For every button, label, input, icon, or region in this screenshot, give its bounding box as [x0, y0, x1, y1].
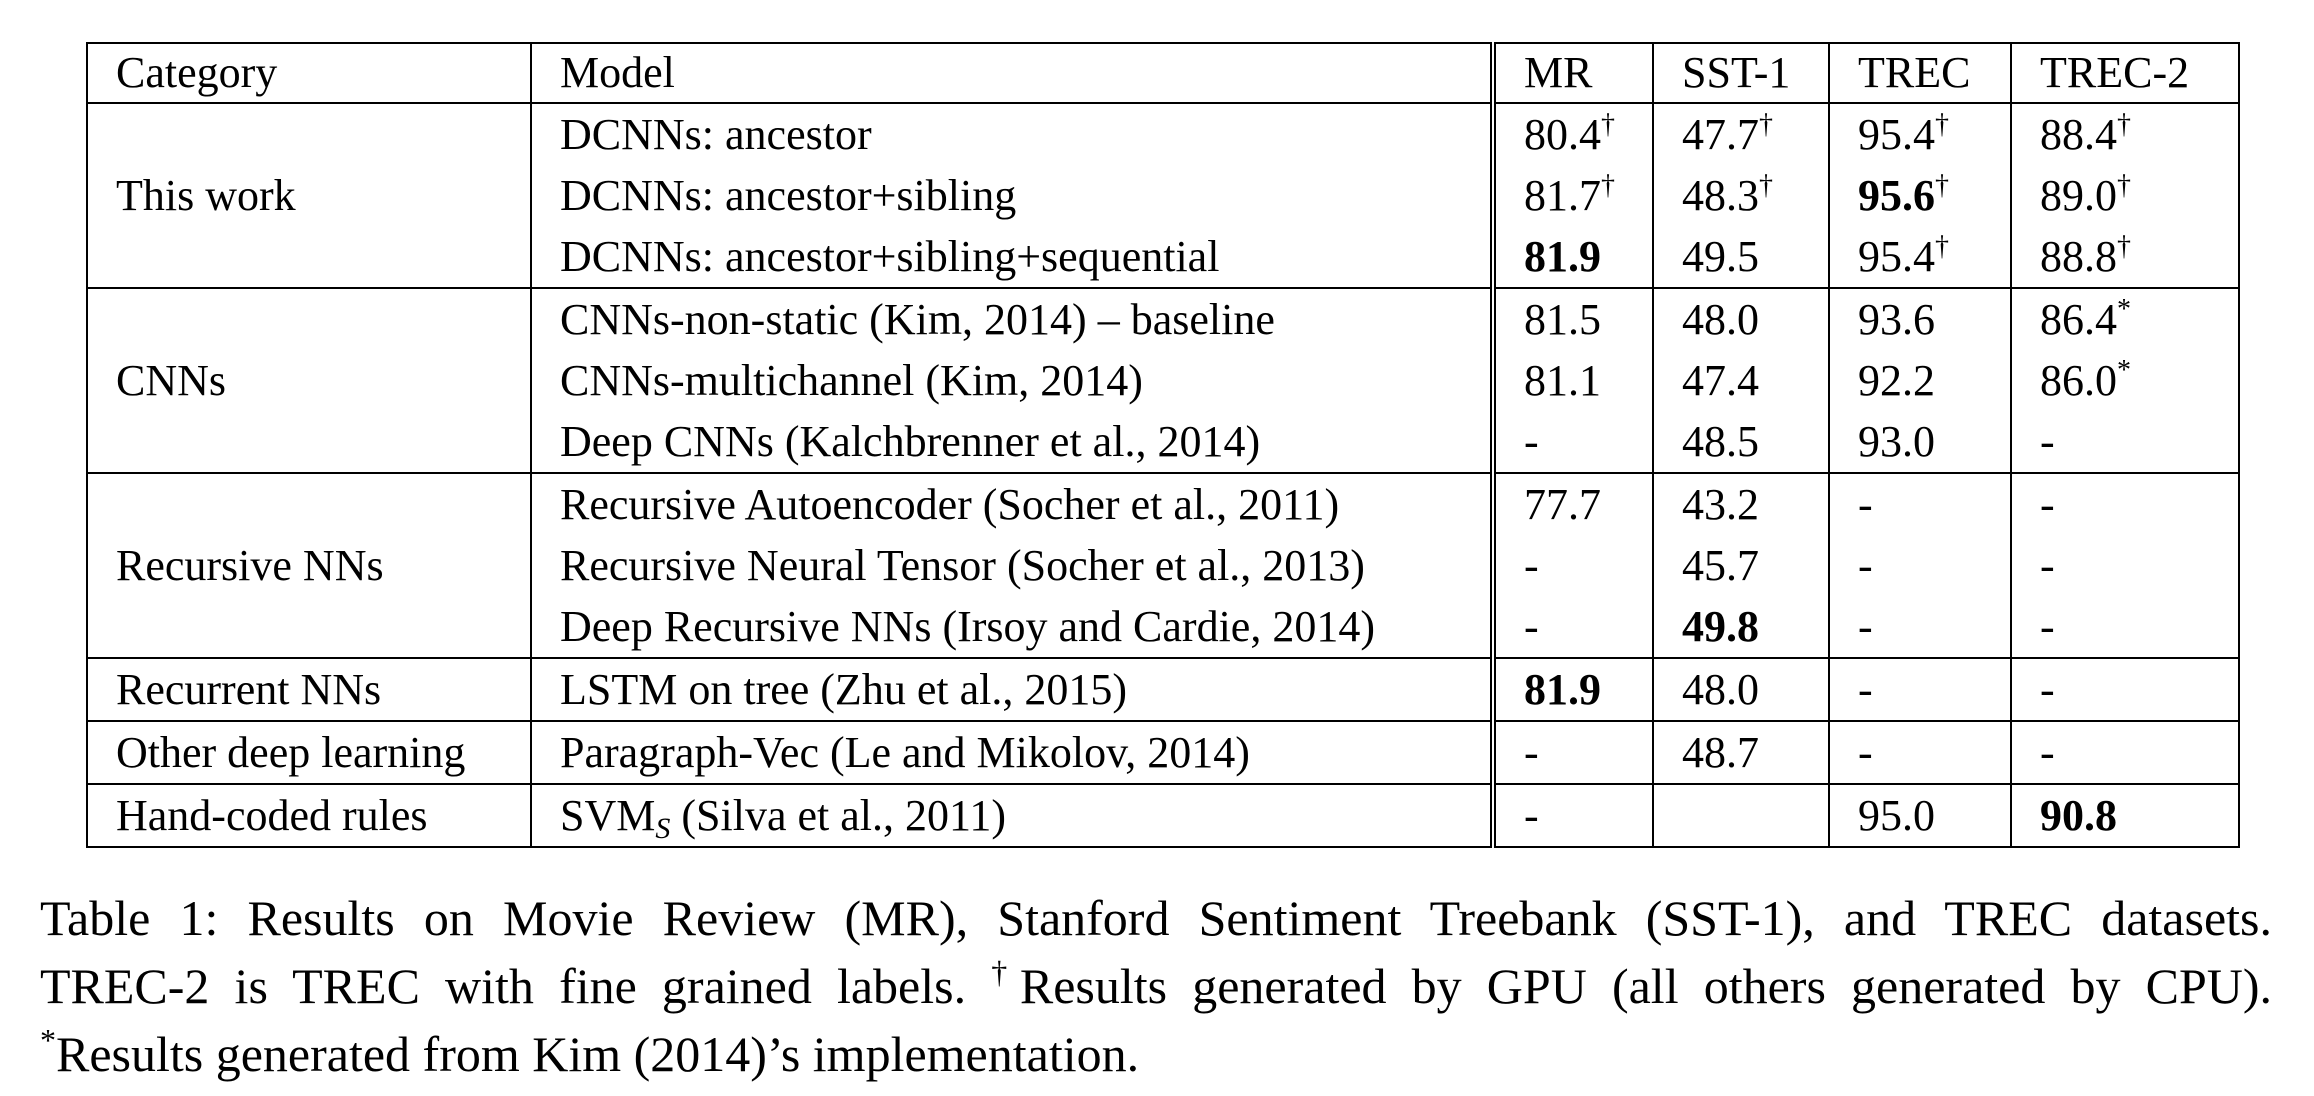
model-cell: Recursive Neural Tensor (Socher et al., 2013): [531, 535, 1493, 596]
dagger-mark: †: [991, 954, 1020, 990]
mr-cell: 81.9: [1493, 658, 1653, 721]
trec-cell: -: [1829, 535, 2011, 596]
caption-line-3: *Results generated from Kim (2014)’s implementation.: [40, 1022, 1140, 1082]
mr-cell: 81.9: [1493, 226, 1653, 288]
header-model: Model: [531, 43, 1493, 103]
trec-cell: 93.6: [1829, 288, 2011, 350]
sst1-cell: [1653, 784, 1829, 847]
sst1-cell: 47.7†: [1653, 103, 1829, 165]
trec2-cell: -: [2011, 721, 2239, 784]
trec2-cell: -: [2011, 596, 2239, 658]
model-cell: CNNs-non-static (Kim, 2014) – baseline: [531, 288, 1493, 350]
dagger-mark: †: [2117, 230, 2131, 262]
table-row: [87, 721, 2239, 784]
sst1-cell: 48.0: [1653, 658, 1829, 721]
mr-cell: 80.4†: [1493, 103, 1653, 165]
group-cnns: [87, 288, 2239, 473]
mr-cell: -: [1493, 596, 1653, 658]
group-other-deep-learning: [87, 721, 2239, 784]
asterisk-mark: *: [2117, 354, 2131, 386]
group-recursive-nns: [87, 473, 2239, 658]
mr-cell: -: [1493, 721, 1653, 784]
trec2-cell: 89.0†: [2011, 165, 2239, 226]
trec-cell: -: [1829, 658, 2011, 721]
model-cell: Paragraph-Vec (Le and Mikolov, 2014): [531, 721, 1493, 784]
model-cell: Deep CNNs (Kalchbrenner et al., 2014): [531, 411, 1493, 473]
group-hand-coded-rules: [87, 784, 2239, 847]
sst1-cell: 48.7: [1653, 721, 1829, 784]
asterisk-mark: *: [40, 1022, 56, 1058]
trec2-cell: 86.0*: [2011, 350, 2239, 411]
trec2-cell: 90.8: [2011, 784, 2239, 847]
group-this-work: [87, 103, 2239, 288]
category-cell: This work: [87, 103, 531, 288]
subscript-s: S: [655, 811, 671, 845]
header-trec2: TREC-2: [2011, 43, 2239, 103]
trec-cell: 92.2: [1829, 350, 2011, 411]
dagger-mark: †: [1935, 108, 1949, 140]
model-cell: Deep Recursive NNs (Irsoy and Cardie, 2014): [531, 596, 1493, 658]
sst1-cell: 48.0: [1653, 288, 1829, 350]
category-cell: CNNs: [87, 288, 531, 473]
header-trec: TREC: [1829, 43, 2011, 103]
group-recurrent-nns: [87, 658, 2239, 721]
trec-cell: 95.4†: [1829, 103, 2011, 165]
trec2-cell: -: [2011, 535, 2239, 596]
model-cell: DCNNs: ancestor+sibling: [531, 165, 1493, 226]
dagger-mark: †: [1935, 169, 1949, 201]
trec-cell: 93.0: [1829, 411, 2011, 473]
mr-cell: 81.7†: [1493, 165, 1653, 226]
mr-cell: 81.1: [1493, 350, 1653, 411]
trec2-cell: -: [2011, 658, 2239, 721]
trec2-cell: -: [2011, 411, 2239, 473]
model-cell: Recursive Autoencoder (Socher et al., 2011): [531, 473, 1493, 535]
asterisk-mark: *: [2117, 293, 2131, 325]
dagger-mark: †: [1759, 169, 1773, 201]
dagger-mark: †: [2117, 169, 2131, 201]
caption-line-2: TREC-2 is TREC with fine grained labels. †Results generated by GPU (all others generated by CPU).: [40, 954, 2273, 1014]
sst1-cell: 48.3†: [1653, 165, 1829, 226]
sst1-cell: 43.2: [1653, 473, 1829, 535]
trec-cell: -: [1829, 721, 2011, 784]
table-caption: [40, 884, 2272, 1088]
category-cell: Other deep learning: [87, 721, 531, 784]
table-row: [87, 473, 2239, 535]
table-header: [87, 43, 2239, 103]
model-cell: LSTM on tree (Zhu et al., 2015): [531, 658, 1493, 721]
caption-line-1: Table 1: Results on Movie Review (MR), Stanford Sentiment Treebank (SST-1), and TREC datasets.: [40, 890, 2272, 946]
mr-cell: -: [1493, 411, 1653, 473]
category-cell: Hand-coded rules: [87, 784, 531, 847]
model-cell: DCNNs: ancestor+sibling+sequential: [531, 226, 1493, 288]
sst1-cell: 49.8: [1653, 596, 1829, 658]
category-cell: Recursive NNs: [87, 473, 531, 658]
sst1-cell: 45.7: [1653, 535, 1829, 596]
sst1-cell: 49.5: [1653, 226, 1829, 288]
header-sst1: SST-1: [1653, 43, 1829, 103]
header-mr: MR: [1493, 43, 1653, 103]
mr-cell: -: [1493, 784, 1653, 847]
trec-cell: 95.6†: [1829, 165, 2011, 226]
trec2-cell: -: [2011, 473, 2239, 535]
table-row: [87, 103, 2239, 165]
results-table: [86, 42, 2240, 848]
dagger-mark: †: [1601, 108, 1615, 140]
table-row: [87, 288, 2239, 350]
trec-cell: 95.0: [1829, 784, 2011, 847]
model-cell: DCNNs: ancestor: [531, 103, 1493, 165]
results-table-container: [86, 42, 2238, 848]
trec2-cell: 86.4*: [2011, 288, 2239, 350]
header-row: [87, 43, 2239, 103]
table-row: [87, 658, 2239, 721]
dagger-mark: †: [1601, 169, 1615, 201]
dagger-mark: †: [1935, 230, 1949, 262]
table-row: [87, 784, 2239, 847]
mr-cell: 77.7: [1493, 473, 1653, 535]
sst1-cell: 47.4: [1653, 350, 1829, 411]
trec-cell: -: [1829, 473, 2011, 535]
dagger-mark: †: [1759, 108, 1773, 140]
trec-cell: 95.4†: [1829, 226, 2011, 288]
trec2-cell: 88.8†: [2011, 226, 2239, 288]
mr-cell: 81.5: [1493, 288, 1653, 350]
sst1-cell: 48.5: [1653, 411, 1829, 473]
model-cell: $SVM_S$ (Silva et al., 2011): [531, 784, 1493, 847]
trec2-cell: 88.4†: [2011, 103, 2239, 165]
mr-cell: -: [1493, 535, 1653, 596]
header-category: Category: [87, 43, 531, 103]
category-cell: Recurrent NNs: [87, 658, 531, 721]
model-cell: CNNs-multichannel (Kim, 2014): [531, 350, 1493, 411]
trec-cell: -: [1829, 596, 2011, 658]
dagger-mark: †: [2117, 108, 2131, 140]
